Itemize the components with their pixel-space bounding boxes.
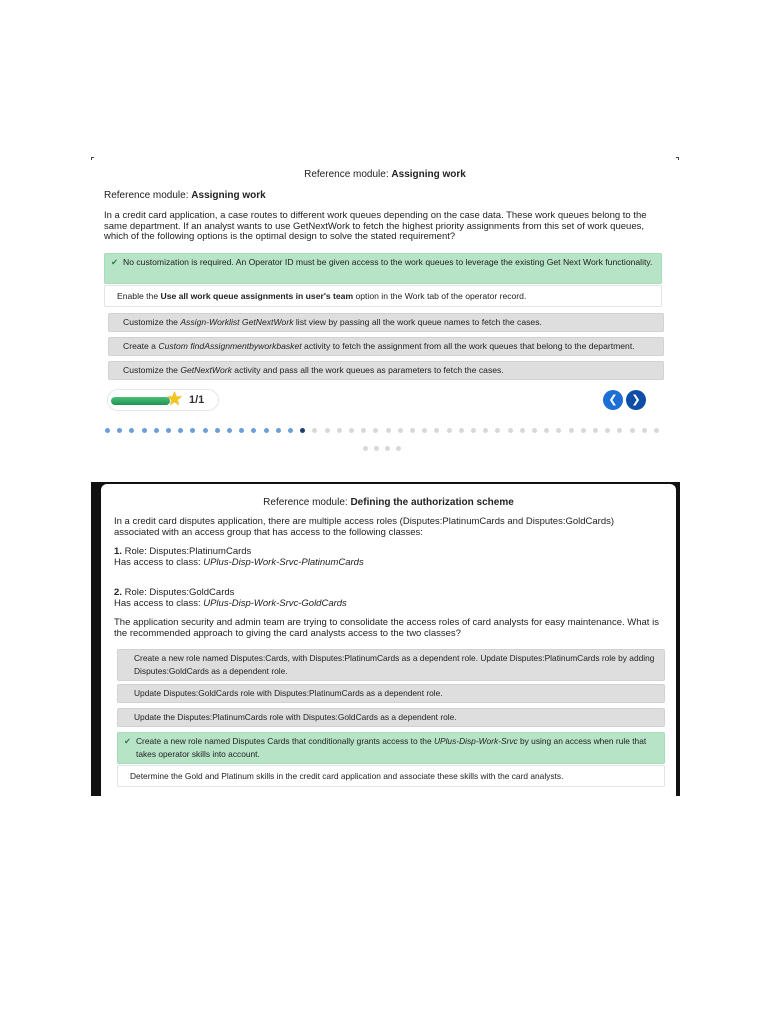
explanation-text: option in the Work tab of the operator record. [353, 291, 527, 301]
role-label: Role: Disputes:GoldCards [121, 587, 235, 598]
option-label: list view by passing all the work queue names to fetch the cases. [293, 317, 542, 327]
option-label: Create a [123, 341, 159, 351]
pagination-dot[interactable] [556, 428, 561, 433]
option-italic: UPlus-Disp-Work-Srvc [433, 736, 518, 746]
previous-button[interactable] [603, 390, 623, 410]
pagination-dot[interactable] [410, 428, 415, 433]
pagination-dot[interactable] [312, 428, 317, 433]
pagination-dot[interactable] [264, 428, 269, 433]
pagination-dot[interactable] [483, 428, 488, 433]
quiz-panel-authorization [91, 482, 680, 796]
pagination-dots-row2 [363, 446, 403, 452]
ref-prefix: Reference module: [104, 190, 192, 201]
answer-option[interactable] [108, 337, 664, 356]
pagination-dot[interactable] [508, 428, 513, 433]
header-module: Defining the authorization scheme [350, 497, 514, 508]
option-italic: GetNextWork [180, 365, 232, 375]
pagination-dot[interactable] [654, 428, 659, 433]
access-prefix: Has access to class: [114, 597, 204, 609]
question-text: In a credit card application, a case routes to different work queues depending on the case data. These work queues belong to the same department. If an analyst wants to use GetNextWork to fetch the highest priority assignments from this set of work queues, which of the following options is the optimal design to solve the stated requirement? [104, 210, 647, 242]
score-count: 1/1 [189, 394, 205, 406]
pagination-dot-current[interactable] [300, 428, 305, 433]
quiz-panel-assigning-work [91, 157, 679, 469]
pagination-dot[interactable] [227, 428, 232, 433]
question-text: In a credit card disputes application, there are multiple access roles (Disputes:PlatinumCards and Disputes:GoldCards) associated with an access group that has access to the following classes: [114, 516, 615, 538]
pagination-dot[interactable] [459, 428, 464, 433]
pagination-dot[interactable] [190, 428, 195, 433]
quiz-card [101, 484, 676, 796]
next-button[interactable] [626, 390, 646, 410]
role-2 [114, 588, 662, 609]
pagination-dot[interactable] [471, 428, 476, 433]
panel-header [91, 169, 679, 180]
pagination-dot[interactable] [373, 428, 378, 433]
pagination-dot[interactable] [434, 428, 439, 433]
pagination-dot[interactable] [544, 428, 549, 433]
pagination-dot[interactable] [325, 428, 330, 433]
pagination-dot[interactable] [288, 428, 293, 433]
score-progress [107, 389, 219, 411]
pagination-dot[interactable] [398, 428, 403, 433]
class-name: UPlus-Disp-Work-Srvc-GoldCards [203, 597, 347, 609]
pagination-dots [105, 428, 665, 434]
role-label: Role: Disputes:PlatinumCards [121, 546, 252, 557]
corner-mark [676, 157, 679, 160]
question-text: The application security and admin team are trying to consolidate the access roles of card analysts for easy maintenance. What is the recommended approach to giving the card analysts access to the two classes? [114, 617, 659, 639]
answer-option-correct[interactable] [104, 253, 662, 284]
explanation-text: Enable the [117, 291, 161, 301]
pagination-dot[interactable] [447, 428, 452, 433]
pagination-dot[interactable] [581, 428, 586, 433]
header-module: Assigning work [391, 169, 466, 180]
ref-module: Assigning work [191, 190, 266, 201]
pagination-dot[interactable] [422, 428, 427, 433]
pagination-dot[interactable] [617, 428, 622, 433]
answer-option[interactable] [117, 708, 665, 727]
option-italic: Custom findAssignmentbyworkbasket [158, 341, 302, 351]
chevron-right-icon: ❯ [631, 394, 641, 406]
class-name: UPlus-Disp-Work-Srvc-PlatinumCards [203, 556, 364, 568]
explanation-bold: Use all work queue assignments in user's team [160, 291, 354, 301]
pagination-dot[interactable] [495, 428, 500, 433]
star-icon: ★ [166, 389, 184, 410]
reference-module [104, 190, 266, 201]
option-label: No customization is required. An Operator ID must be given access to the work queues to leverage the existing Get Next Work functionality. [123, 257, 653, 267]
pagination-dot[interactable] [105, 428, 110, 433]
option-label: Customize the [123, 317, 181, 327]
pagination-dot[interactable] [605, 428, 610, 433]
header-prefix: Reference module: [263, 497, 351, 508]
answer-option[interactable] [108, 313, 664, 332]
corner-mark [91, 157, 94, 160]
pagination-dot[interactable] [363, 446, 368, 451]
answer-explanation [117, 765, 665, 787]
pagination-dot[interactable] [142, 428, 147, 433]
pagination-dot[interactable] [251, 428, 256, 433]
answer-option[interactable] [117, 684, 665, 703]
panel-header [101, 497, 676, 508]
pagination-dot[interactable] [203, 428, 208, 433]
option-label: activity and pass all the work queues as parameters to fetch the cases. [231, 365, 504, 375]
pagination-dot[interactable] [593, 428, 598, 433]
pagination-dot[interactable] [569, 428, 574, 433]
pagination-dot[interactable] [385, 446, 390, 451]
option-label: Update the Disputes:PlatinumCards role with Disputes:GoldCards as a dependent role. [134, 712, 457, 722]
option-label: activity to fetch the assignment from all the work queues that belong to the department. [301, 341, 635, 351]
pagination-dot[interactable] [129, 428, 134, 433]
pagination-dot[interactable] [349, 428, 354, 433]
check-icon: ✔ [111, 257, 119, 267]
option-label: Create a new role named Disputes:Cards, with Disputes:PlatinumCards as a dependent role. Update Disputes:PlatinumCards role by adding Disputes:GoldCards as a dependent role. [134, 653, 655, 676]
chevron-left-icon: ❮ [608, 394, 618, 406]
pagination-dot[interactable] [361, 428, 366, 433]
role-number: 1. [114, 546, 122, 557]
pagination-dot[interactable] [166, 428, 171, 433]
option-label: by using an access when rule that takes operator skills into account. [136, 736, 647, 759]
explanation-text: Determine the Gold and Platinum skills in the credit card application and associate these skills with the card analysts. [130, 771, 564, 781]
pagination-dot[interactable] [374, 446, 379, 451]
pagination-dot[interactable] [215, 428, 220, 433]
pagination-dot[interactable] [239, 428, 244, 433]
pagination-dot[interactable] [520, 428, 525, 433]
option-italic: Assign-Worklist GetNextWork [180, 317, 294, 327]
answer-option[interactable] [108, 361, 664, 380]
pagination-dot[interactable] [337, 428, 342, 433]
pagination-dot[interactable] [178, 428, 183, 433]
pagination-dot[interactable] [154, 428, 159, 433]
option-label: Update Disputes:GoldCards role with Disputes:PlatinumCards as a dependent role. [134, 688, 443, 698]
pagination-dot[interactable] [117, 428, 122, 433]
role-1 [114, 547, 662, 568]
pagination-dot[interactable] [630, 428, 635, 433]
pagination-dot[interactable] [386, 428, 391, 433]
header-prefix: Reference module: [304, 169, 392, 180]
role-number: 2. [114, 587, 122, 598]
check-icon: ✔ [124, 736, 132, 746]
pagination-dot[interactable] [396, 446, 401, 451]
option-label: Create a new role named Disputes Cards that conditionally grants access to the [136, 736, 434, 746]
answer-option-correct[interactable] [117, 732, 665, 764]
pagination-dot[interactable] [532, 428, 537, 433]
progress-fill [111, 397, 170, 405]
pagination-dot[interactable] [642, 428, 647, 433]
answer-option[interactable] [117, 649, 665, 681]
pagination-dot[interactable] [276, 428, 281, 433]
answer-explanation [104, 285, 662, 307]
access-prefix: Has access to class: [114, 556, 204, 568]
option-label: Customize the [123, 365, 181, 375]
